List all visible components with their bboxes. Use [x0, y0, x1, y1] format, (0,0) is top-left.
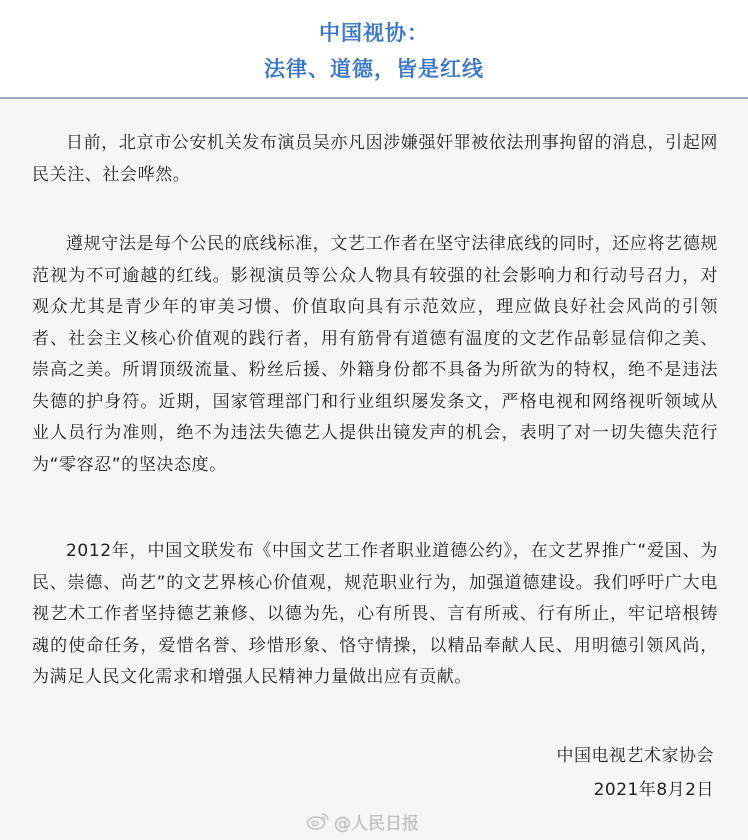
paragraph-1: 日前，北京市公安机关发布演员吴亦凡因涉嫌强奸罪被依法刑事拘留的消息，引起网民关注、社会哗然。 [32, 133, 718, 185]
paragraph-3: 2012年，中国文联发布《中国文艺工作者职业道德公约》，在文艺界推广“爱国、为民、崇德、尚艺”的文艺界核心价值观，规范职业行为，加强道德建设。我们呼吁广大电视艺术工作者坚持德艺兼修、以德为先，心有所畏、言有所戒、行有所止，牢记培根铸魂的使命任务，爱惜名誉、珍惜形象、恪守情操，以精品奉献人民、用明德引领风尚，为满足人民文化需求和增强人民精神力量做出应有贡献。 [32, 541, 718, 687]
page-subtitle: 法律、道德，皆是红线 [264, 57, 484, 81]
watermark-text: @人民日报 [334, 813, 419, 834]
signature-date: 2021年8月2日 [593, 780, 714, 800]
signature-organization: 中国电视艺术家协会 [556, 746, 714, 766]
watermark [306, 809, 419, 833]
paragraph-2: 遵规守法是每个公民的底线标准，文艺工作者在坚守法律底线的同时，还应将艺德规范视为不可逾越的红线。影视演员等公众人物具有较强的社会影响力和行动号召力，对观众尤其是青少年的审美习惯、价值取向具有示范效应，理应做良好社会风尚的引领者、社会主义核心价值观的践行者，用有筋骨有道德有温度的文艺作品彰显信仰之美、崇高之美。所谓顶级流量、粉丝后援、外籍身份都不具备为所欲为的特权，绝不是违法失德的护身符。近期，国家管理部门和行业组织屡发条文，严格电视和网络视听领域从业人员行为准则，绝不为违法失德艺人提供出镜发声的机会，表明了对一切失德失范行为“零容忍”的坚决态度。 [32, 234, 718, 475]
page-title: 中国视协： [319, 21, 429, 45]
weibo-icon [306, 811, 330, 831]
header [0, 0, 748, 97]
